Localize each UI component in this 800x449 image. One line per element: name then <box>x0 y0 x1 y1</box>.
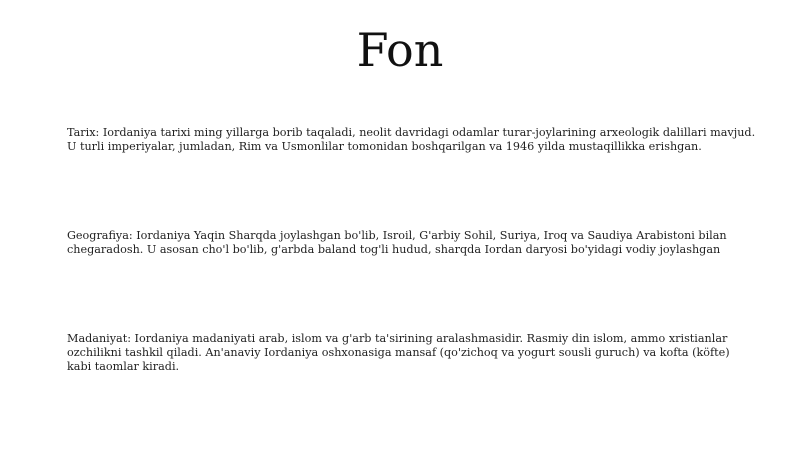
culture-paragraph: Madaniyat: Iordaniya madaniyati arab, islom va g'arb ta'sirining aralashmasidir. Rasmiy din islom, ammo xristianlar ozchilikni tashkil qiladi. An'anaviy Iordaniya oshxonasiga mansaf (qo'zichoq va yogurt sousli guruch) va kofta (köfte) kabi taomlar kiradi. <box>67 332 730 373</box>
slide-title: Fon <box>356 23 444 77</box>
history-paragraph: Tarix: Iordaniya tarixi ming yillarga borib taqaladi, neolit davridagi odamlar turar-joylarining arxeologik dalillari mavjud. U turli imperiyalar, jumladan, Rim va Usmonlilar tomonidan boshqarilgan va 1946 yilda mustaqillikka erishgan. <box>67 126 756 153</box>
geography-paragraph: Geografiya: Iordaniya Yaqin Sharqda joylashgan bo'lib, Isroil, G'arbiy Sohil, Suriya, Iroq va Saudiya Arabistoni bilan chegaradosh. U asosan cho'l bo'lib, g'arbda baland tog'li hudud, sharqda Iordan daryosi bo'yidagi vodiy joylashgan <box>67 229 727 256</box>
